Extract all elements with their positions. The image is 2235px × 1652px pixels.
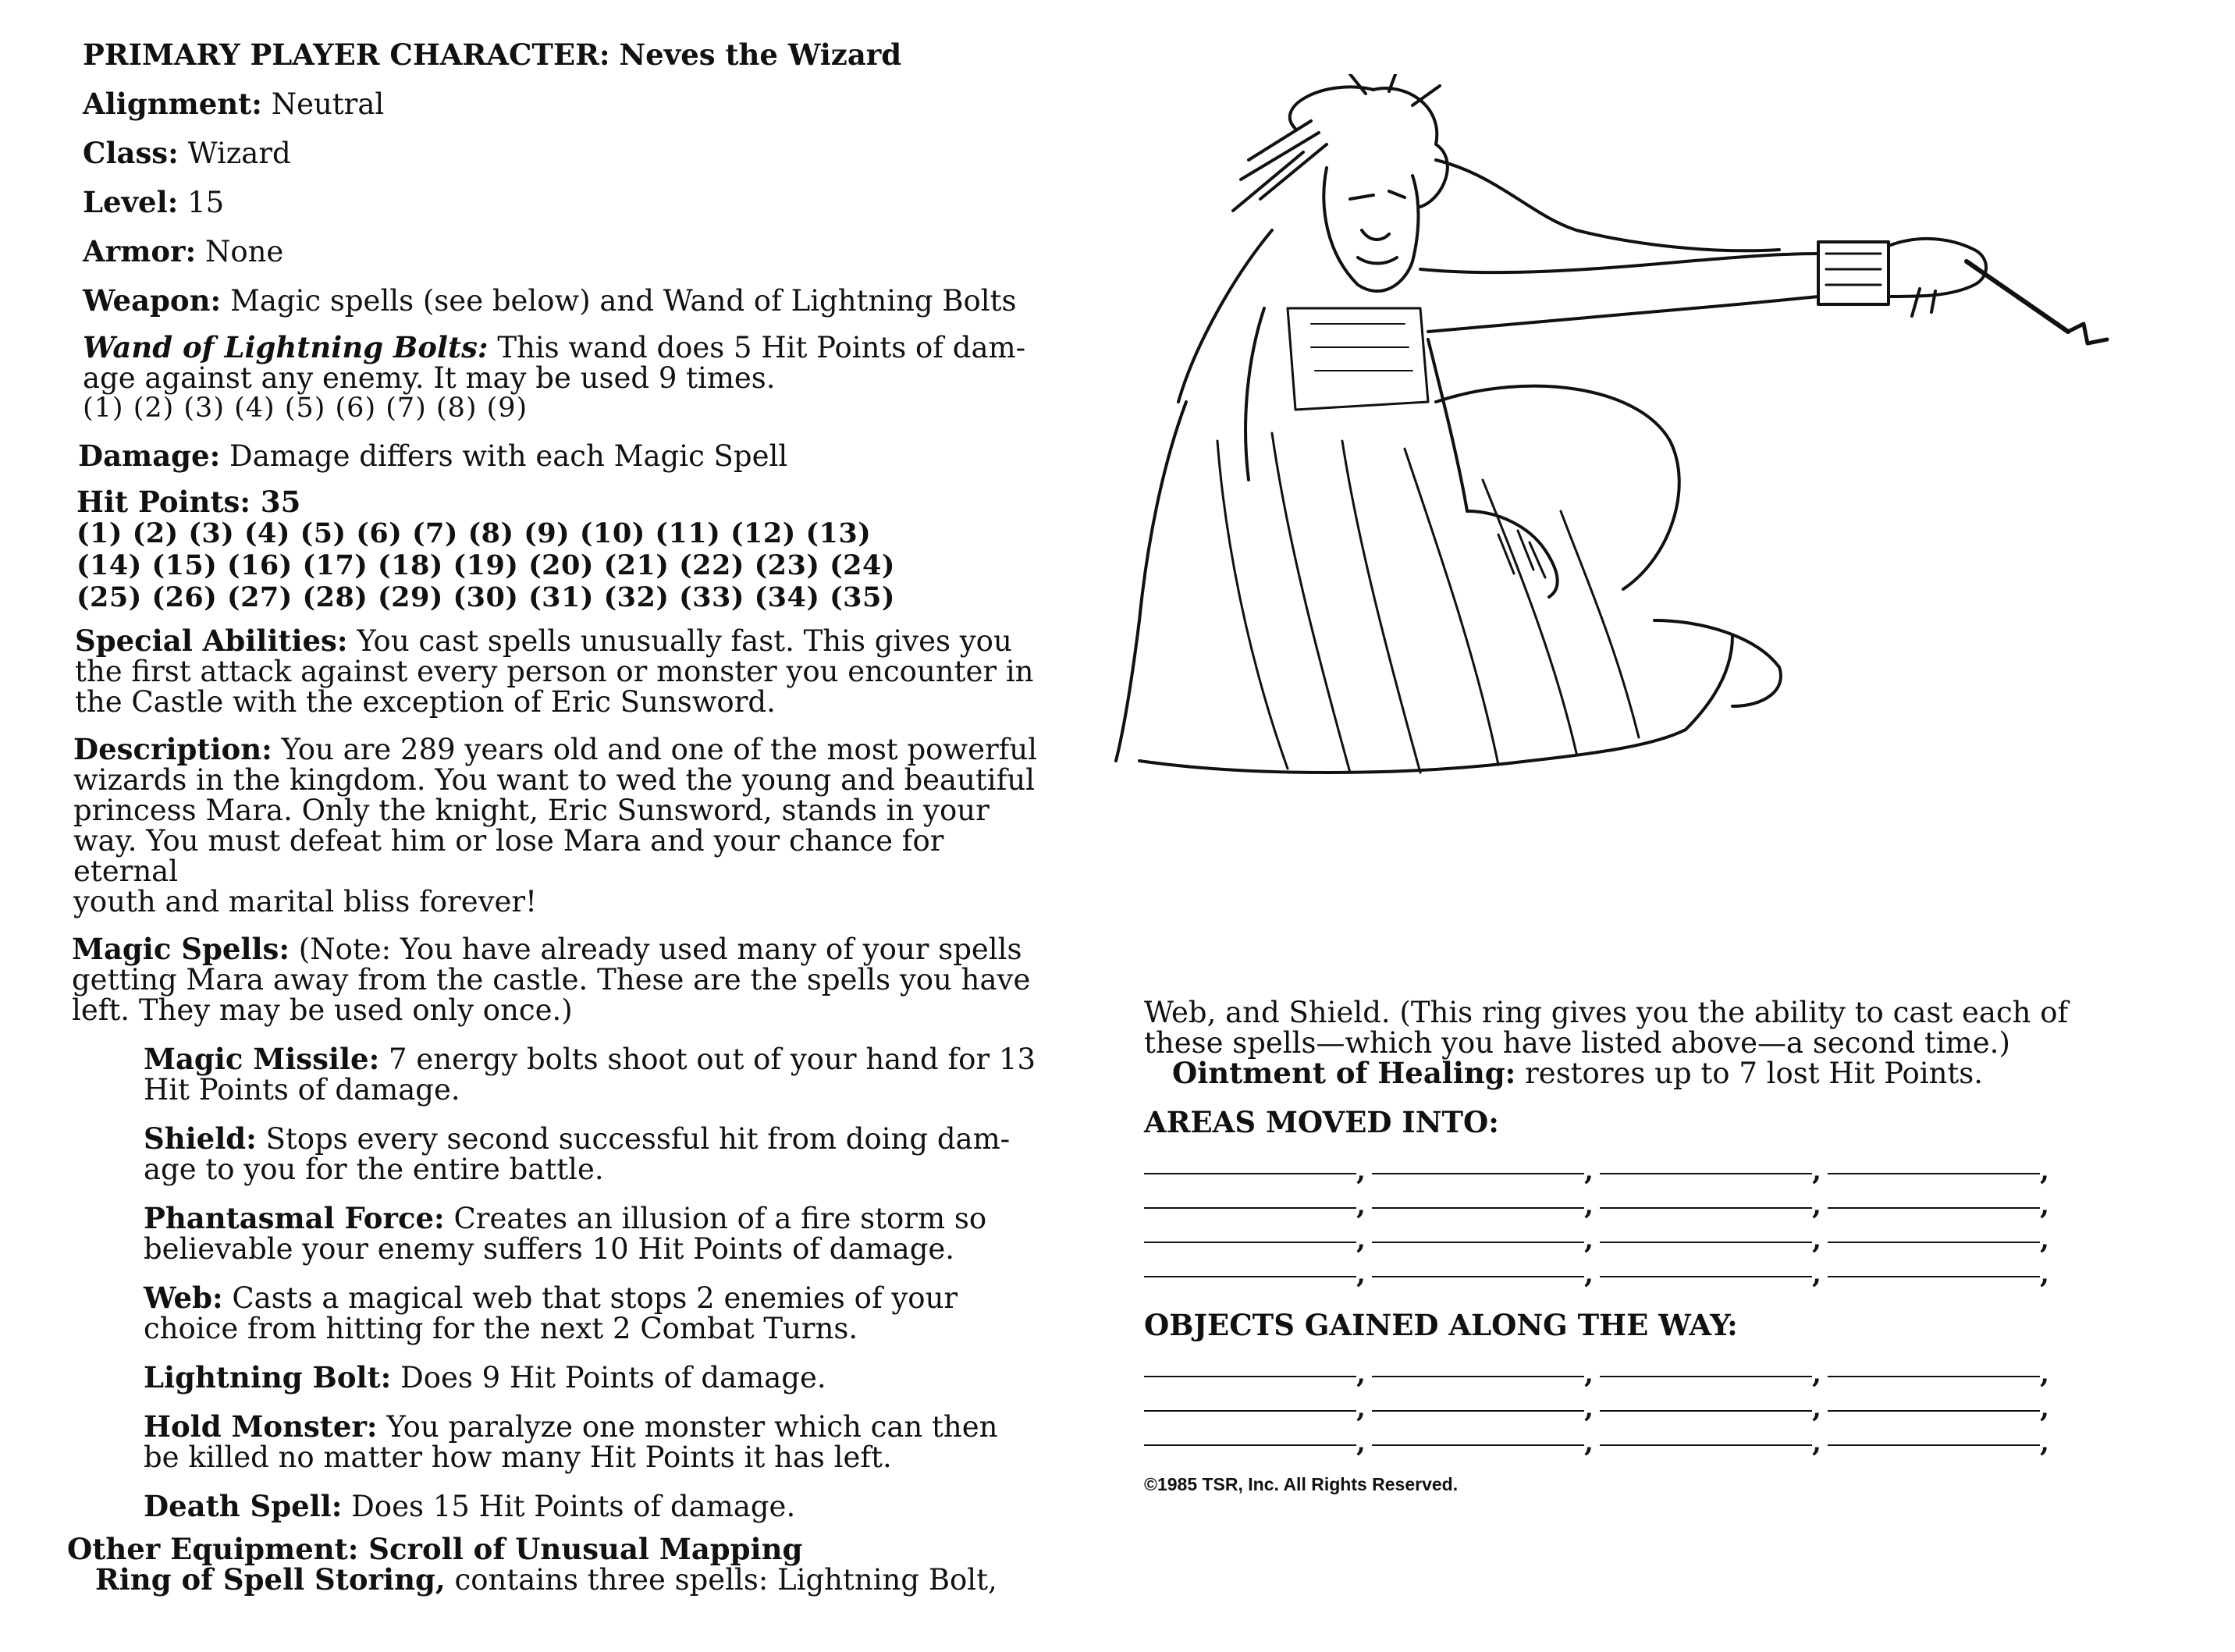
ring-line <box>95 1562 1039 1597</box>
description-section <box>73 734 1039 917</box>
spell-text: 7 energy bolts shoot out of your hand for 13 <box>389 1043 1036 1076</box>
special-abilities-text: You cast spells unusually fast. This gives you <box>357 624 1012 658</box>
area-blank[interactable] <box>1600 1176 1812 1209</box>
objects-gained-grid <box>1144 1345 2104 1446</box>
area-blank[interactable] <box>1372 1245 1584 1277</box>
special-abilities-line-1 <box>75 623 1039 658</box>
weapon-value: Magic spells (see below) and Wand of Lightning Bolts <box>229 284 1017 318</box>
header-line <box>83 39 1039 71</box>
damage-value: Damage differs with each Magic Spell <box>229 439 788 473</box>
other-equipment-label: Other Equipment: Scroll of Unusual Mapping <box>67 1532 803 1566</box>
wand-line-1 <box>83 332 1039 363</box>
object-blank[interactable] <box>1372 1413 1584 1446</box>
special-abilities-text: the first attack against every person or monster you encounter in <box>75 655 1034 688</box>
wand-section <box>83 332 1039 423</box>
alignment-line <box>83 88 1039 120</box>
spell-death-spell <box>144 1491 1039 1522</box>
armor-label: Armor: <box>83 234 197 268</box>
area-blank[interactable] <box>1372 1176 1584 1209</box>
level-line <box>83 187 1039 218</box>
spell-web <box>144 1283 1039 1344</box>
spell-text: Does 15 Hit Points of damage. <box>351 1490 796 1523</box>
magic-spells-text: left. They may be used only once.) <box>72 993 573 1027</box>
ring-text-continued: Web, and Shield. (This ring gives you the ability to cast each of <box>1144 996 2069 1029</box>
spell-text: Creates an illusion of a fire storm so <box>453 1202 987 1235</box>
magic-spells-line-1 <box>72 934 1039 965</box>
area-blank[interactable] <box>1144 1142 1356 1174</box>
area-blank[interactable] <box>1600 1142 1812 1174</box>
special-abilities-section <box>75 623 1039 719</box>
spell-lightning-bolt <box>144 1362 1039 1393</box>
wand-label: Wand of Lightning Bolts: <box>83 330 489 364</box>
header-label: PRIMARY PLAYER CHARACTER: <box>83 37 610 72</box>
description-text: You are 289 years old and one of the most powerful <box>281 733 1038 766</box>
hit-points-label: Hit Points: 35 <box>76 485 301 519</box>
armor-line <box>83 236 1039 268</box>
description-text: wizards in the kingdom. You want to wed the young and beautiful <box>73 763 1035 797</box>
special-abilities-label: Special Abilities: <box>75 623 348 658</box>
right-column <box>1144 997 2104 1495</box>
spell-text: age to you for the entire battle. <box>144 1153 604 1186</box>
area-blank[interactable] <box>1828 1142 2040 1174</box>
object-blank[interactable] <box>1600 1379 1812 1412</box>
area-blank[interactable] <box>1144 1176 1356 1209</box>
spell-shield <box>144 1121 1039 1186</box>
spell-text: Stops every second successful hit from doing dam- <box>265 1122 1011 1156</box>
objects-gained-title: OBJECTS GAINED ALONG THE WAY: <box>1144 1308 1738 1342</box>
spell-text: believable your enemy suffers 10 Hit Points of damage. <box>144 1232 955 1266</box>
spell-text: Hit Points of damage. <box>144 1073 460 1107</box>
area-blank[interactable] <box>1600 1245 1812 1277</box>
hit-points-row: (1) (2) (3) (4) (5) (6) (7) (8) (9) (10) (11) (12) (13) <box>76 517 872 549</box>
damage-label: Damage: <box>78 439 221 473</box>
class-line <box>83 137 1039 169</box>
description-text: way. You must defeat him or lose Mara and your chance for eternal <box>73 824 944 888</box>
description-line-1 <box>73 734 1039 765</box>
ring-label: Ring of Spell Storing, <box>95 1562 446 1597</box>
area-blank[interactable] <box>1828 1245 2040 1277</box>
area-blank[interactable] <box>1372 1142 1584 1174</box>
object-blank[interactable] <box>1828 1413 2040 1446</box>
object-blank[interactable] <box>1600 1345 1812 1377</box>
alignment-value: Neutral <box>271 87 385 121</box>
spell-name: Lightning Bolt: <box>144 1360 392 1394</box>
character-stats-column <box>67 37 1039 1597</box>
character-name: Neves the Wizard <box>619 37 902 72</box>
armor-value: None <box>204 235 284 268</box>
alignment-label: Alignment: <box>83 87 262 121</box>
object-blank[interactable] <box>1828 1379 2040 1412</box>
spell-text: Does 9 Hit Points of damage. <box>400 1361 826 1394</box>
spell-phantasmal-force <box>144 1203 1039 1264</box>
areas-moved-into-grid <box>1144 1142 2104 1277</box>
area-blank[interactable] <box>1144 1210 1356 1243</box>
area-blank[interactable] <box>1600 1210 1812 1243</box>
object-blank[interactable] <box>1828 1345 2040 1377</box>
level-value: 15 <box>187 186 225 219</box>
other-equipment-section <box>67 1534 1039 1595</box>
object-blank[interactable] <box>1372 1379 1584 1412</box>
spell-text: You paralyze one monster which can then <box>386 1410 998 1444</box>
ointment-line <box>1172 1058 2104 1089</box>
ring-text: contains three spells: Lightning Bolt, <box>454 1563 997 1597</box>
description-label: Description: <box>73 732 272 766</box>
area-blank[interactable] <box>1372 1210 1584 1243</box>
ointment-text: restores up to 7 lost Hit Points. <box>1525 1057 1984 1090</box>
magic-spells-label: Magic Spells: <box>72 932 290 966</box>
hit-points-section <box>76 486 1039 613</box>
magic-spells-text: getting Mara away from the castle. These are the spells you have <box>72 963 1031 997</box>
wand-text-2: age against any enemy. It may be used 9 times. <box>83 361 776 395</box>
object-blank[interactable] <box>1144 1345 1356 1377</box>
object-blank[interactable] <box>1600 1413 1812 1446</box>
class-label: Class: <box>83 136 179 170</box>
spell-text: be killed no matter how many Hit Points it has left. <box>144 1441 892 1474</box>
hit-points-row: (14) (15) (16) (17) (18) (19) (20) (21) (22) (23) (24) <box>76 549 895 581</box>
spell-magic-missile <box>144 1044 1039 1105</box>
area-blank[interactable] <box>1144 1245 1356 1277</box>
special-abilities-text: the Castle with the exception of Eric Sunsword. <box>75 685 776 719</box>
spell-text: choice from hitting for the next 2 Combat Turns. <box>144 1312 858 1345</box>
magic-spells-section <box>72 934 1039 1522</box>
weapon-label: Weapon: <box>83 283 222 318</box>
copyright-notice: ©1985 TSR, Inc. All Rights Reserved. <box>1144 1474 1459 1494</box>
damage-line <box>78 440 1039 472</box>
description-text: princess Mara. Only the knight, Eric Sunsword, stands in your <box>73 794 990 827</box>
spell-name: Shield: <box>144 1121 257 1156</box>
magic-spells-text: (Note: You have already used many of your spells <box>298 933 1022 966</box>
spell-name: Death Spell: <box>144 1489 343 1523</box>
object-blank[interactable] <box>1144 1379 1356 1412</box>
spell-text: Casts a magical web that stops 2 enemies of your <box>232 1281 958 1315</box>
wand-charge-boxes: (1) (2) (3) (4) (5) (6) (7) (8) (9) <box>83 393 528 424</box>
ring-text-continued: these spells—which you have listed above—a second time.) <box>1144 1026 2010 1060</box>
object-blank[interactable] <box>1372 1345 1584 1377</box>
hit-points-row: (25) (26) (27) (28) (29) (30) (31) (32) (33) (34) (35) <box>76 581 895 613</box>
wizard-illustration <box>1093 74 2201 800</box>
area-blank[interactable] <box>1828 1176 2040 1209</box>
spell-hold-monster <box>144 1409 1039 1474</box>
class-value: Wizard <box>187 137 291 170</box>
description-text: youth and marital bliss forever! <box>73 885 537 918</box>
area-blank[interactable] <box>1828 1210 2040 1243</box>
areas-moved-into-title: AREAS MOVED INTO: <box>1144 1105 1499 1139</box>
spell-name: Phantasmal Force: <box>144 1201 445 1235</box>
ointment-label: Ointment of Healing: <box>1172 1056 1516 1090</box>
level-label: Level: <box>83 185 179 219</box>
spell-name: Hold Monster: <box>144 1409 378 1444</box>
spell-name: Magic Missile: <box>144 1042 380 1076</box>
object-blank[interactable] <box>1144 1413 1356 1446</box>
wand-text-1: This wand does 5 Hit Points of dam- <box>497 331 1026 364</box>
spell-name: Web: <box>144 1281 223 1315</box>
weapon-line <box>83 285 1039 317</box>
